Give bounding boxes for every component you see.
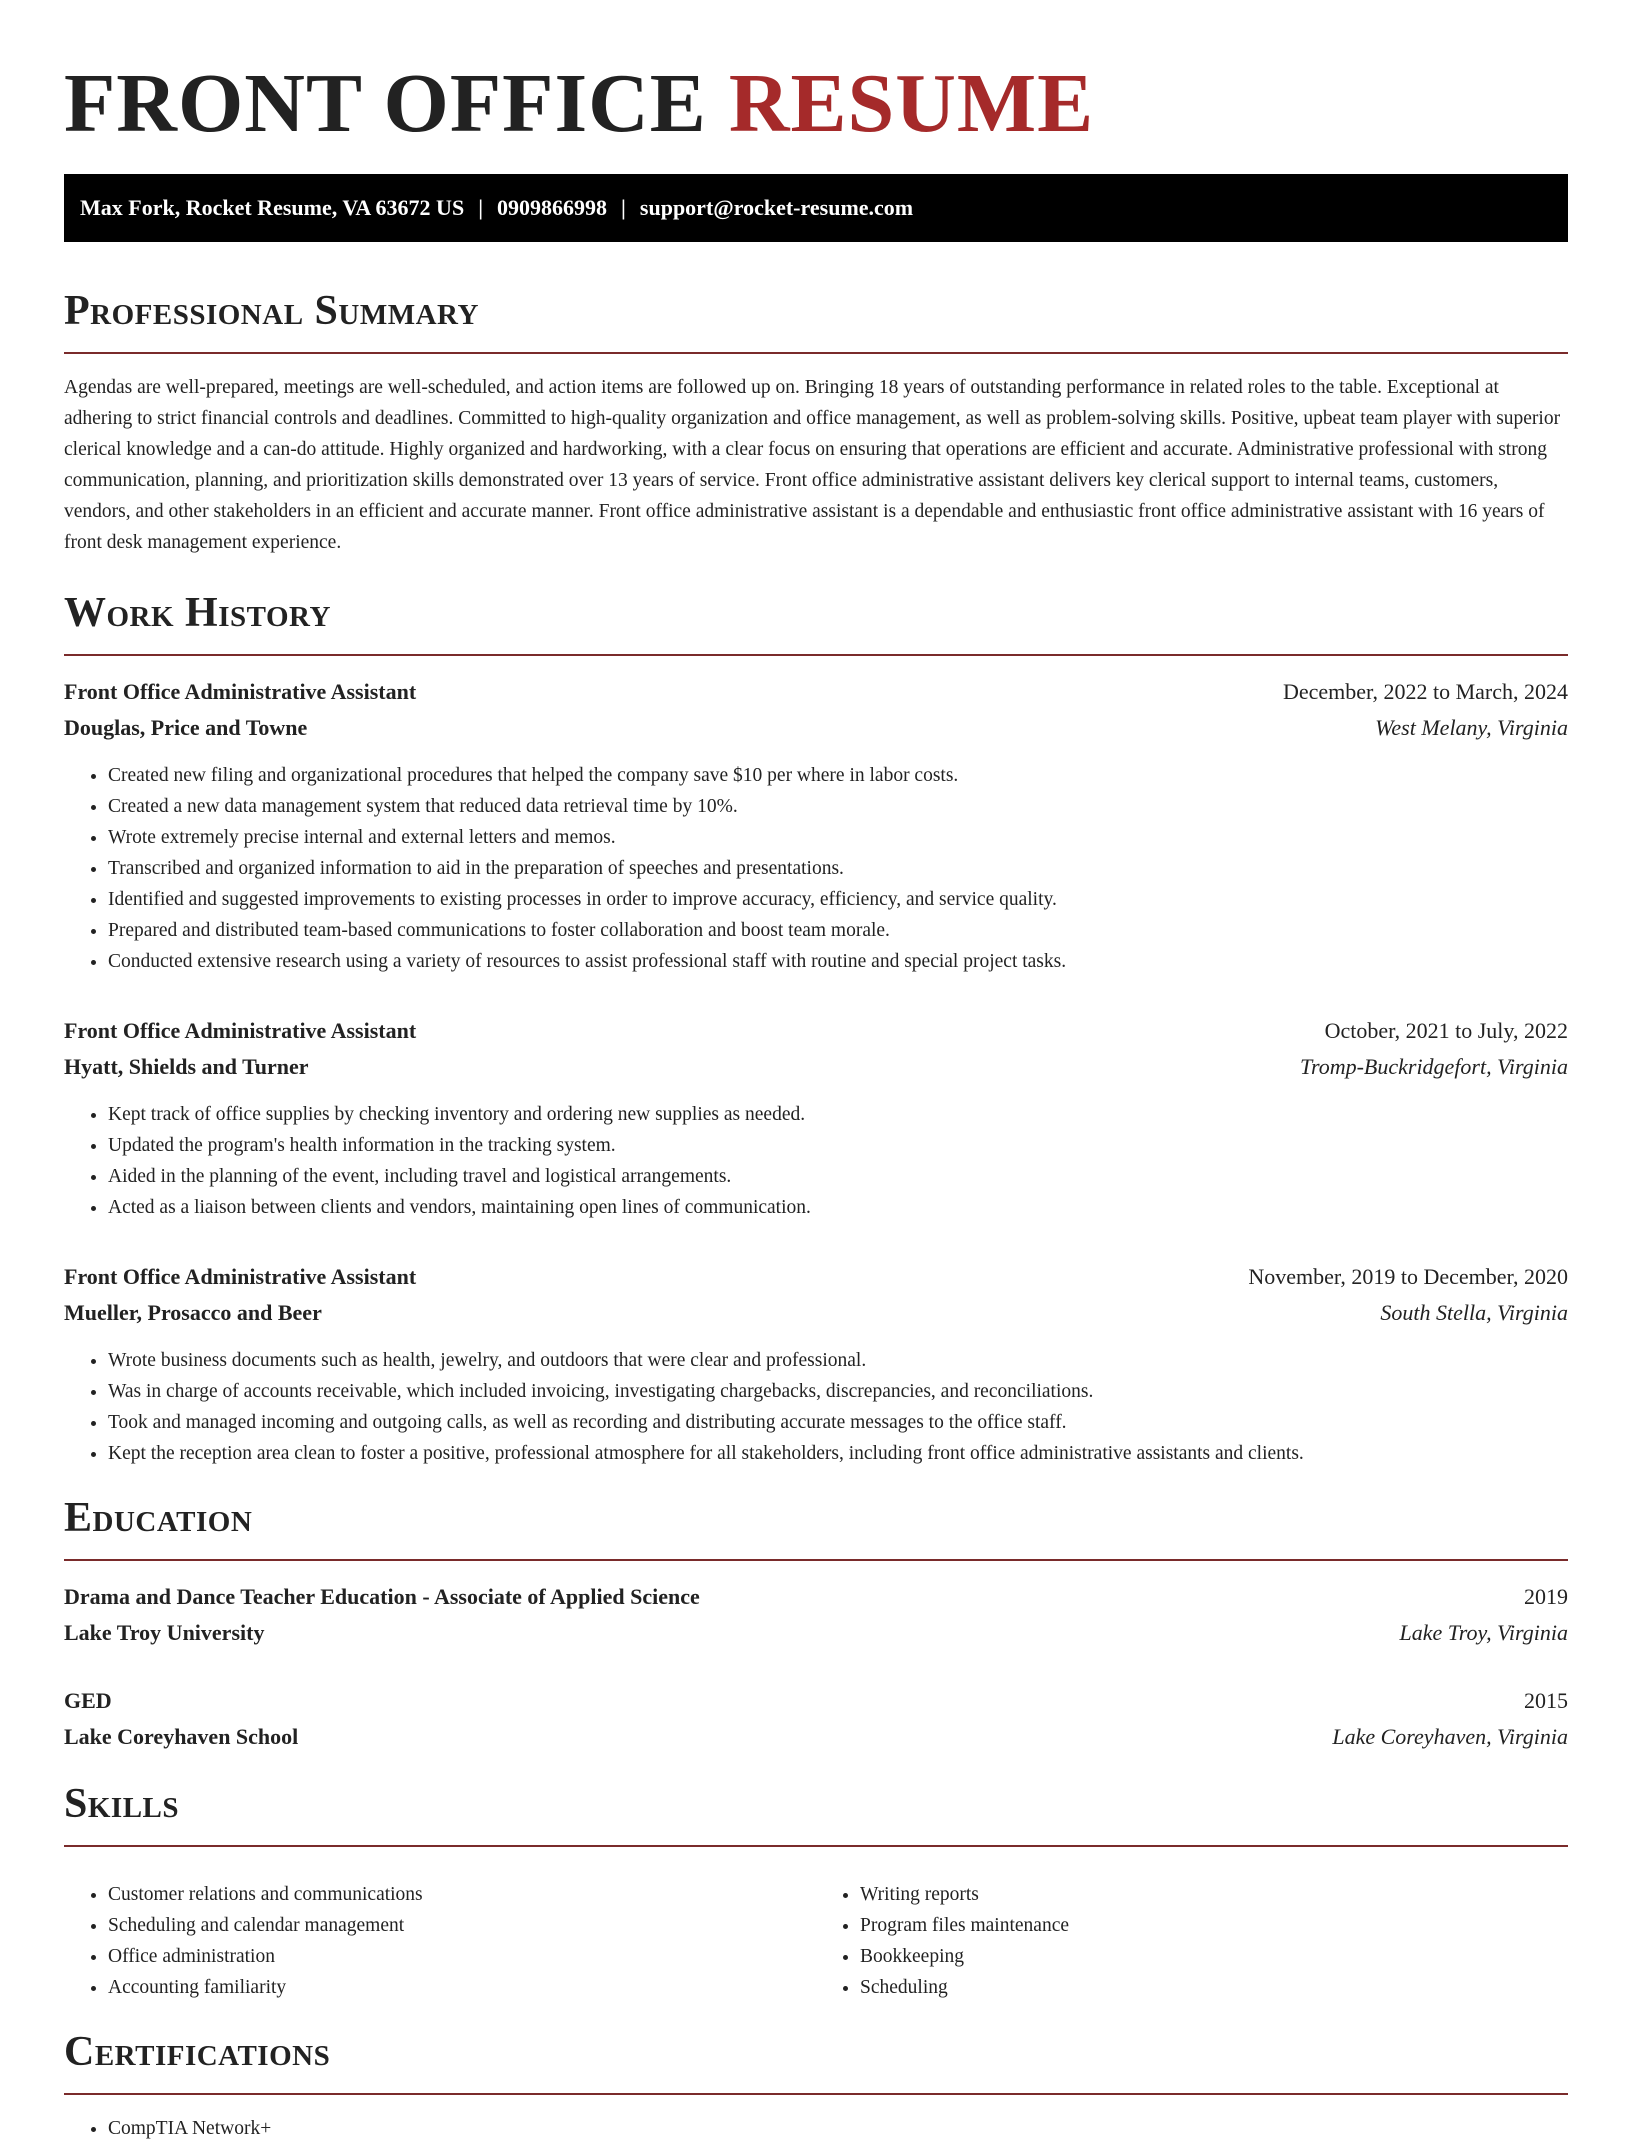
job-bullets	[64, 1099, 1568, 1223]
contact-separator: |	[478, 195, 484, 220]
list-item: • Office administration	[108, 1941, 816, 1972]
list-item: • Kept the reception area clean to foster a positive, professional atmosphere for all stakeholders, including front office administrative assistants and clients.	[108, 1438, 1568, 1469]
list-item: • Acted as a liaison between clients and vendors, maintaining open lines of communication.	[108, 1192, 1568, 1223]
list-item: • Prepared and distributed team-based communications to foster collaboration and boost team morale.	[108, 915, 1568, 946]
list-item: • Identified and suggested improvements to existing processes in order to improve accuracy, efficiency, and service quality.	[108, 884, 1568, 915]
certifications-list	[64, 2113, 1568, 2144]
education-degree-row	[64, 1683, 1568, 1719]
education-school: Lake Coreyhaven School	[64, 1724, 299, 1749]
job-company-row	[64, 1295, 1568, 1331]
list-item: • Created new filing and organizational procedures that helped the company save $10 per where in labor costs.	[108, 760, 1568, 791]
job-company-row	[64, 1049, 1568, 1085]
title-accent: RESUME	[728, 57, 1095, 150]
work-history-section	[64, 588, 1568, 1469]
list-item: • Was in charge of accounts receivable, which included invoicing, investigating chargebacks, discrepancies, and reconciliations.	[108, 1376, 1568, 1407]
summary-text: Agendas are well-prepared, meetings are well-scheduled, and action items are followed up on. Bringing 18 years of outstanding performance in related roles to the table. Exceptional at adhering to strict financial controls and deadlines. Committed to high-quality organization and office management, as well as problem-solving skills. Positive, upbeat team player with superior clerical knowledge and a can-do attitude. Highly organized and hardworking, with a clear focus on ensuring that operations are efficient and accurate. Administrative professional with strong communication, planning, and prioritization skills demonstrated over 13 years of service. Front office administrative assistant delivers key clerical support to internal teams, customers, vendors, and other stakeholders in an efficient and accurate manner. Front office administrative assistant is a dependable and enthusiastic front office administrative assistant with 16 years of front desk management experience.	[64, 377, 1561, 553]
job-title: Front Office Administrative Assistant	[64, 1264, 417, 1289]
job-company-row	[64, 710, 1568, 746]
job-company: Mueller, Prosacco and Beer	[64, 1300, 322, 1325]
resume-title	[64, 0, 1568, 150]
skills-heading: Skills	[64, 1781, 180, 1827]
summary-section	[64, 286, 1568, 558]
list-item: • Wrote business documents such as health, jewelry, and outdoors that were clear and professional.	[108, 1345, 1568, 1376]
certifications-section	[64, 2027, 1568, 2144]
list-item: • Aided in the planning of the event, including travel and logistical arrangements.	[108, 1161, 1568, 1192]
list-item: • Created a new data management system that reduced data retrieval time by 10%.	[108, 791, 1568, 822]
section-divider	[64, 2093, 1568, 2095]
list-item: • Updated the program's health information in the tracking system.	[108, 1130, 1568, 1161]
education-degree: Drama and Dance Teacher Education - Associate of Applied Science	[64, 1584, 700, 1609]
contact-address: Max Fork, Rocket Resume, VA 63672 US	[80, 195, 465, 220]
contact-email[interactable]: support@rocket-resume.com	[639, 195, 914, 220]
job-dates: October, 2021 to July, 2022	[1324, 1018, 1568, 1043]
list-item: • Transcribed and organized information to aid in the preparation of speeches and presentations.	[108, 853, 1568, 884]
education-entry	[64, 1683, 1568, 1755]
list-item: • Writing reports	[860, 1879, 1568, 1910]
contact-separator: |	[621, 195, 626, 220]
job-bullets	[64, 1345, 1568, 1469]
education-school-row	[64, 1615, 1568, 1651]
job-entry	[64, 1013, 1568, 1223]
list-item: • Scheduling	[860, 1972, 1568, 2003]
education-entry	[64, 1579, 1568, 1651]
job-header-row	[64, 674, 1568, 710]
summary-heading: Professional Summary	[64, 288, 479, 334]
job-title: Front Office Administrative Assistant	[64, 1018, 417, 1043]
contact-phone[interactable]: 0909866998	[497, 195, 608, 220]
job-bullets	[64, 760, 1568, 977]
job-location: West Melany, Virginia	[1375, 715, 1568, 740]
skills-list-right	[816, 1879, 1568, 2003]
list-item: • Bookkeeping	[860, 1941, 1568, 1972]
job-location: South Stella, Virginia	[1380, 1300, 1568, 1325]
list-item: • Scheduling and calendar management	[108, 1910, 816, 1941]
list-item: • Took and managed incoming and outgoing calls, as well as recording and distributing accurate messages to the office staff.	[108, 1407, 1568, 1438]
education-location: Lake Troy, Virginia	[1399, 1620, 1568, 1645]
education-school: Lake Troy University	[64, 1620, 265, 1645]
list-item: • CompTIA Network+	[108, 2113, 1568, 2144]
section-divider	[64, 1559, 1568, 1561]
education-degree: GED	[64, 1688, 112, 1713]
list-item: • Customer relations and communications	[108, 1879, 816, 1910]
job-header-row	[64, 1259, 1568, 1295]
list-item: • Kept track of office supplies by checking inventory and ordering new supplies as needed.	[108, 1099, 1568, 1130]
contact-bar	[64, 174, 1568, 242]
section-divider	[64, 352, 1568, 354]
skills-section	[64, 1779, 1568, 2003]
education-degree-row	[64, 1579, 1568, 1615]
education-school-row	[64, 1719, 1568, 1755]
job-header-row	[64, 1013, 1568, 1049]
job-entry	[64, 674, 1568, 977]
job-entry	[64, 1259, 1568, 1469]
section-divider	[64, 1845, 1568, 1847]
job-dates: November, 2019 to December, 2020	[1248, 1264, 1568, 1289]
education-year: 2015	[1524, 1688, 1568, 1713]
title-main: FRONT OFFICE	[64, 57, 707, 150]
list-item: • Wrote extremely precise internal and external letters and memos.	[108, 822, 1568, 853]
list-item: • Conducted extensive research using a variety of resources to assist professional staff with routine and special project tasks.	[108, 946, 1568, 977]
work-history-heading: Work History	[64, 590, 331, 636]
skills-list-left	[64, 1879, 816, 2003]
job-location: Tromp-Buckridgefort, Virginia	[1299, 1054, 1568, 1079]
skills-columns	[64, 1865, 1568, 2003]
job-company: Hyatt, Shields and Turner	[64, 1054, 309, 1079]
job-dates: December, 2022 to March, 2024	[1282, 679, 1568, 704]
education-section	[64, 1493, 1568, 1755]
education-heading: Education	[64, 1495, 253, 1541]
section-divider	[64, 654, 1568, 656]
job-company: Douglas, Price and Towne	[64, 715, 308, 740]
education-location: Lake Coreyhaven, Virginia	[1332, 1724, 1568, 1749]
list-item: • Accounting familiarity	[108, 1972, 816, 2003]
job-title: Front Office Administrative Assistant	[64, 679, 417, 704]
certifications-heading: Certifications	[64, 2029, 331, 2075]
list-item: • Program files maintenance	[860, 1910, 1568, 1941]
education-year: 2019	[1524, 1584, 1568, 1609]
